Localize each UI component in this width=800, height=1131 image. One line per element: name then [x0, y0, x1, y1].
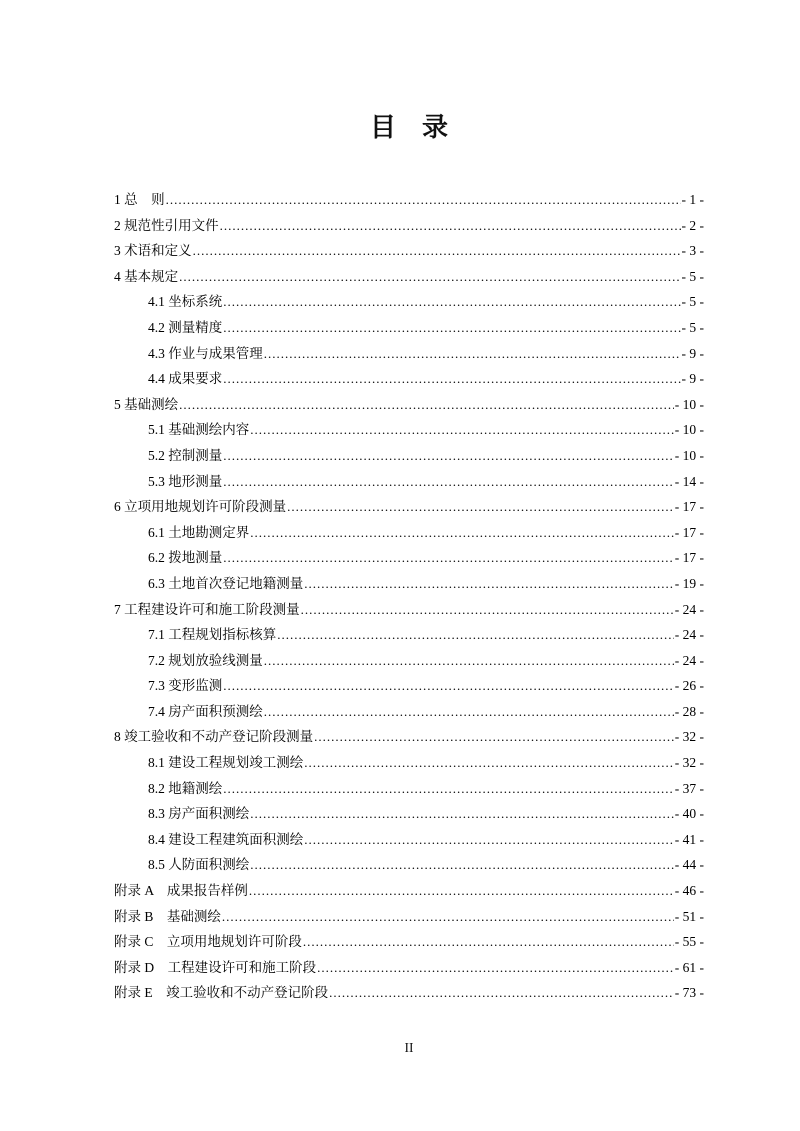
toc-entry-page: - 10 -: [674, 422, 704, 438]
toc-entry[interactable]: [114, 213, 704, 239]
toc-entry-page: - 9 -: [681, 345, 704, 361]
toc-entry-label: 7.2 规划放验线测量: [148, 652, 263, 668]
toc-entry[interactable]: [114, 238, 704, 264]
toc-entry-label: 7.4 房产面积预测绘: [148, 703, 263, 719]
toc-leader-dots: [314, 724, 674, 750]
toc-entry-label: 6.1 土地勘测定界: [148, 524, 250, 540]
toc-entry[interactable]: [114, 443, 704, 469]
toc-entry[interactable]: [114, 904, 704, 930]
toc-leader-dots: [179, 264, 680, 290]
toc-entry[interactable]: [114, 852, 704, 878]
toc-entry-label: 1 总 则: [114, 192, 165, 207]
toc-entry-label: 4.2 测量精度: [148, 319, 223, 335]
toc-entry-label: 4.3 作业与成果管理: [148, 345, 263, 361]
toc-entry-page: - 10 -: [674, 396, 704, 412]
toc-entry-page: - 32 -: [674, 729, 704, 745]
toc-entry-page: - 19 -: [674, 575, 704, 591]
toc-entry-page: - 5 -: [681, 319, 704, 335]
toc-leader-dots: [220, 213, 681, 239]
toc-leader-dots: [222, 904, 674, 930]
toc-entry[interactable]: [114, 648, 704, 674]
toc-entry-label: 6.3 土地首次登记地籍测量: [148, 575, 304, 591]
toc-entry-page: - 24 -: [674, 627, 704, 643]
toc-entry-label: 5.1 基础测绘内容: [148, 422, 250, 438]
toc-entry[interactable]: [114, 545, 704, 571]
toc-entry-label: 8.5 人防面积测绘: [148, 857, 250, 873]
toc-entry-label: 5.3 地形测量: [148, 473, 223, 489]
toc-leader-dots: [250, 520, 674, 546]
toc-entry-page: - 37 -: [674, 780, 704, 796]
toc-leader-dots: [223, 776, 674, 802]
toc-leader-dots: [223, 289, 680, 315]
toc-leader-dots: [179, 392, 674, 418]
toc-entry-label: 6 立项用地规划许可阶段测量: [114, 499, 287, 515]
toc-entry-label: 5 基础测绘: [114, 396, 179, 412]
toc-leader-dots: [250, 852, 674, 878]
toc-leader-dots: [223, 673, 674, 699]
toc-entry[interactable]: [114, 289, 704, 315]
toc-entry-page: - 14 -: [674, 473, 704, 489]
toc-entry-page: - 17 -: [674, 550, 704, 566]
table-of-contents: [114, 187, 704, 1006]
toc-entry[interactable]: [114, 187, 704, 213]
toc-entry-label: 8.3 房产面积测绘: [148, 806, 250, 822]
toc-entry-page: - 44 -: [674, 857, 704, 873]
toc-leader-dots: [264, 648, 674, 674]
toc-leader-dots: [317, 955, 674, 981]
toc-leader-dots: [277, 622, 674, 648]
toc-entry-page: - 17 -: [674, 499, 704, 515]
toc-entry-label: 附录 B 基础测绘: [114, 908, 221, 924]
toc-leader-dots: [193, 238, 681, 264]
toc-leader-dots: [223, 469, 674, 495]
toc-entry[interactable]: [114, 315, 704, 341]
toc-entry-page: - 41 -: [674, 831, 704, 847]
toc-entry-page: - 1 -: [681, 192, 704, 207]
toc-entry-page: - 2 -: [681, 217, 704, 233]
toc-entry-label: 附录 A 成果报告样例: [114, 883, 248, 899]
toc-entry[interactable]: [114, 724, 704, 750]
toc-entry-label: 7.1 工程规划指标核算: [148, 627, 277, 643]
toc-entry-label: 8.2 地籍测绘: [148, 780, 223, 796]
toc-entry-label: 附录 E 竣工验收和不动产登记阶段: [114, 985, 329, 1001]
toc-entry[interactable]: [114, 699, 704, 725]
footer-page-number: II: [404, 1040, 414, 1055]
toc-entry-label: 4 基本规定: [114, 268, 179, 284]
toc-leader-dots: [304, 571, 674, 597]
toc-entry[interactable]: [114, 366, 704, 392]
toc-entry-label: 附录 C 立项用地规划许可阶段: [114, 934, 302, 950]
toc-entry[interactable]: [114, 392, 704, 418]
toc-entry-page: - 40 -: [674, 806, 704, 822]
toc-leader-dots: [223, 315, 680, 341]
toc-entry-page: - 28 -: [674, 703, 704, 719]
toc-entry-page: - 24 -: [674, 601, 704, 617]
toc-entry-label: 附录 D 工程建设许可和施工阶段: [114, 959, 317, 975]
toc-entry[interactable]: [114, 878, 704, 904]
toc-entry[interactable]: [114, 955, 704, 981]
toc-leader-dots: [329, 980, 674, 1006]
toc-entry[interactable]: [114, 673, 704, 699]
toc-entry[interactable]: [114, 520, 704, 546]
toc-entry[interactable]: [114, 827, 704, 853]
toc-entry-label: 6.2 拨地测量: [148, 550, 223, 566]
toc-leader-dots: [287, 494, 674, 520]
toc-entry-label: 5.2 控制测量: [148, 447, 223, 463]
toc-entry-page: - 73 -: [674, 985, 704, 1001]
toc-leader-dots: [250, 801, 674, 827]
page-content: [114, 0, 704, 1006]
toc-entry-label: 8.4 建设工程建筑面积测绘: [148, 831, 304, 847]
toc-entry-page: - 51 -: [674, 908, 704, 924]
toc-entry[interactable]: [114, 264, 704, 290]
toc-entry-label: 7.3 变形监测: [148, 678, 223, 694]
toc-entry-page: - 55 -: [674, 934, 704, 950]
toc-entry-label: 4.1 坐标系统: [148, 294, 223, 310]
toc-entry[interactable]: [114, 417, 704, 443]
toc-leader-dots: [223, 366, 680, 392]
toc-leader-dots: [223, 443, 674, 469]
toc-leader-dots: [304, 827, 674, 853]
toc-leader-dots: [301, 597, 674, 623]
toc-entry-page: - 46 -: [674, 883, 704, 899]
toc-entry-label: 4.4 成果要求: [148, 371, 223, 387]
toc-entry-page: - 10 -: [674, 447, 704, 463]
toc-entry-page: - 32 -: [674, 755, 704, 771]
toc-entry-label: 7 工程建设许可和施工阶段测量: [114, 601, 300, 617]
toc-leader-dots: [166, 187, 681, 213]
toc-entry-page: - 17 -: [674, 524, 704, 540]
toc-entry-page: - 3 -: [681, 243, 704, 259]
toc-entry[interactable]: [114, 469, 704, 495]
toc-entry-label: 2 规范性引用文件: [114, 217, 219, 233]
toc-leader-dots: [249, 878, 674, 904]
toc-leader-dots: [223, 545, 674, 571]
toc-entry[interactable]: [114, 801, 704, 827]
toc-entry-page: - 9 -: [681, 371, 704, 387]
toc-leader-dots: [264, 699, 674, 725]
toc-entry[interactable]: [114, 776, 704, 802]
toc-entry[interactable]: [114, 341, 704, 367]
toc-entry-label: 3 术语和定义: [114, 243, 192, 259]
toc-entry-label: 8.1 建设工程规划竣工测绘: [148, 755, 304, 771]
toc-entry[interactable]: [114, 494, 704, 520]
toc-entry[interactable]: [114, 750, 704, 776]
toc-entry-page: - 5 -: [681, 268, 704, 284]
toc-leader-dots: [304, 750, 674, 776]
toc-entry[interactable]: [114, 980, 704, 1006]
toc-entry-label: 8 竣工验收和不动产登记阶段测量: [114, 729, 314, 745]
toc-entry[interactable]: [114, 597, 704, 623]
toc-entry-page: - 24 -: [674, 652, 704, 668]
toc-entry-page: - 26 -: [674, 678, 704, 694]
toc-entry[interactable]: [114, 929, 704, 955]
toc-leader-dots: [250, 417, 674, 443]
page-title: 目 录: [369, 112, 448, 142]
toc-leader-dots: [303, 929, 674, 955]
toc-entry-page: - 61 -: [674, 959, 704, 975]
toc-entry[interactable]: [114, 622, 704, 648]
toc-entry[interactable]: [114, 571, 704, 597]
toc-leader-dots: [264, 341, 681, 367]
toc-entry-page: - 5 -: [681, 294, 704, 310]
